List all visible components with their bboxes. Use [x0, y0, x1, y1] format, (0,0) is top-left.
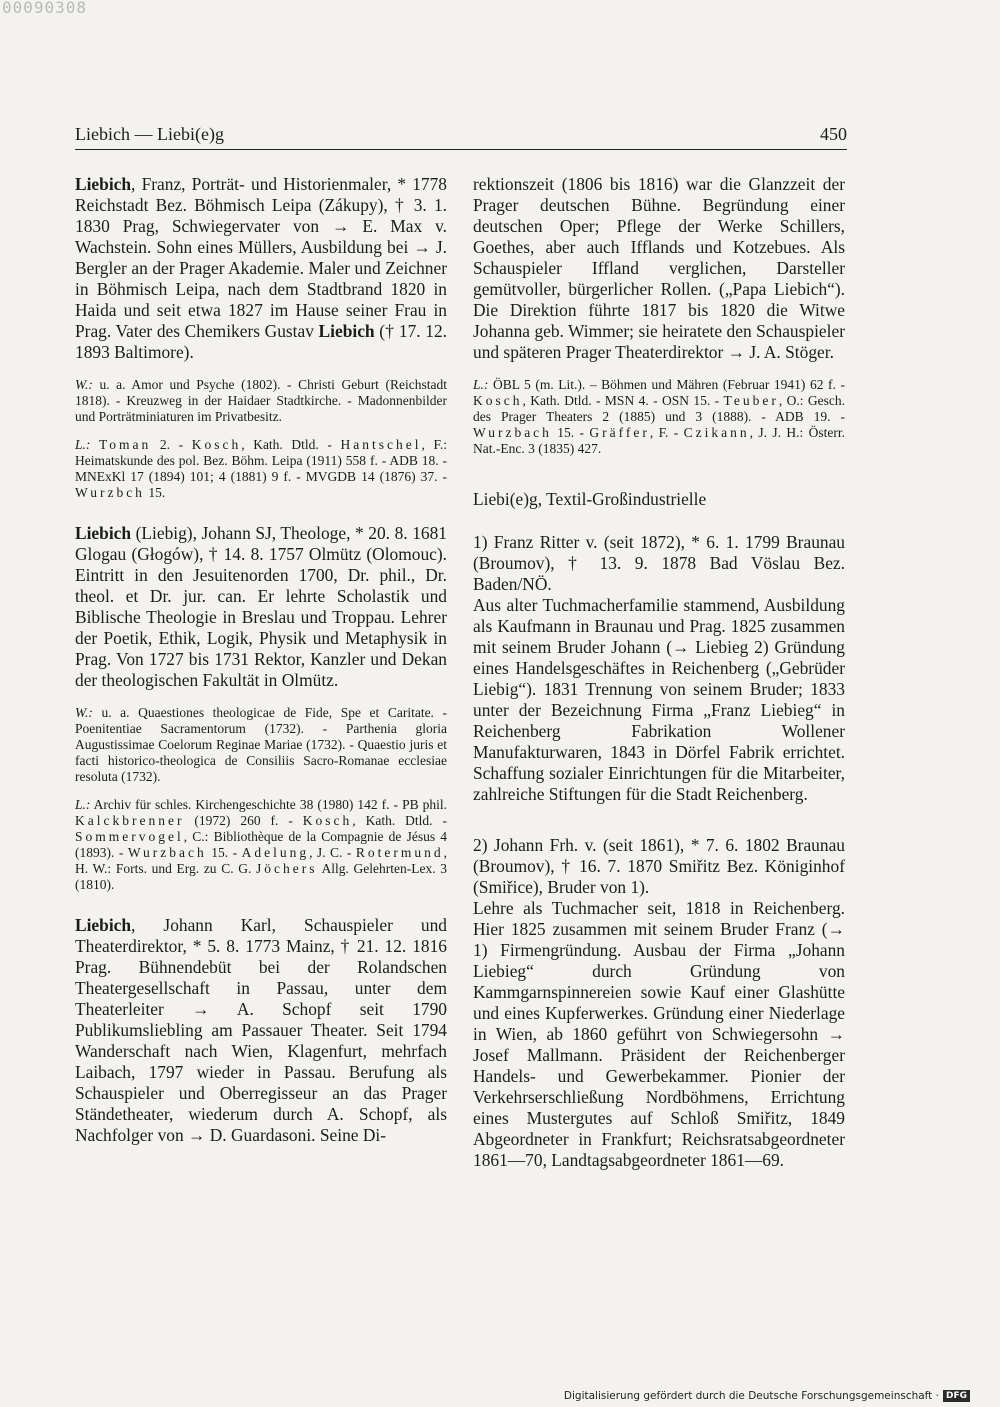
entry-body: , Johann Karl, Schauspieler und Theaterdirektor, * 5. 8. 1773 Mainz, † 21. 12. 1816 Prag. Bühnendebüt bei der Rolandschen Theatergesellschaft in Passau, unter dem Theaterleiter → A. Schopf seit 1790 Publikumsliebling am Passauer Theater. Seit 1794 Wanderschaft nach Wien, Klagenfurt, mehrfach Laibach, 1797 wieder in Passau. Berufung als Schauspieler und Oberregisseur an das Prager Ständetheater, wiederum durch A. Schopf, als Nachfolger von → D. Guardasoni. Seine Di- — [75, 915, 447, 1145]
lit-author: Wurzbch — [75, 485, 145, 500]
entry-liebich-johann-karl — [75, 915, 447, 1146]
entry-liebich-johann-sj — [75, 523, 447, 691]
lit-text: 2. - — [151, 437, 192, 452]
lit-author: Toman — [99, 437, 152, 452]
lit-author: Sommervogel — [75, 829, 184, 844]
lit-label: L.: — [75, 797, 91, 812]
lit-author: Kosch — [191, 437, 242, 452]
family-heading: Liebi(e)g, Textil-Großindustrielle — [473, 489, 707, 509]
footer-credit-text: Digitalisierung gefördert durch die Deutsche Forschungsgemeinschaft · — [563, 1390, 939, 1402]
works-note — [75, 705, 447, 785]
lit-text: (1972) 260 f. - — [184, 813, 303, 828]
footer-credit — [564, 1390, 970, 1402]
entry-headword: Liebich — [75, 915, 132, 935]
lit-text: 15. — [144, 485, 166, 500]
left-column — [75, 174, 447, 1146]
entry-body: , Franz, Porträt- und Historienmaler, * 1778 Reichstadt Bez. Böhmisch Leipa (Zákupy), † 3. 1. 1830 Prag, Schwiegervater von → E. Max v. Wachstein. Sohn eines Müllers, Ausbildung bei → J. Bergler an der Prager Akademie. Maler und Zeichner in Böhmisch Leipa, nach dem Stadtbrand 1820 in Haida und seit etwa 1827 im Hause seiner Frau in Prag. Vater des Chemikers Gustav — [75, 174, 447, 341]
lit-text — [90, 437, 99, 452]
page-id: 00090308 — [2, 0, 88, 17]
lit-label: L.: — [473, 377, 489, 392]
lit-text: , C.: Bibliothèque de la Compagnie de Jésus 4 (1893). - — [75, 829, 447, 860]
lit-author: Wurzbach — [127, 845, 207, 860]
entry-headword: Liebich — [75, 523, 132, 543]
lit-text: , Kath. Dtld. - MSN 4. - OSN 15. - — [522, 393, 724, 408]
lit-author: Kalckbrenner — [75, 813, 185, 828]
running-head: Liebich — Liebi(e)g — [75, 124, 224, 144]
right-column — [473, 174, 845, 1171]
entry-headword: Liebich — [75, 174, 132, 194]
entry-body: (Liebig), Johann SJ, Theologe, * 20. 8. 1681 Glogau (Głogów), † 14. 8. 1757 Olmütz (Olomouc). Eintritt in den Jesuitenorden 1700, Dr. phil., Dr. theol. et Dr. jur. can. Er lehrte Scholastik und Biblische Theologie in Breslau und Troppau. Lehrer der Poetik, Ethik, Logik, Physik und Metaphysik in Prag. Von 1727 bis 1731 Rektor, Kanzler und Dekan der theologischen Fakultät in Olmütz. — [75, 523, 447, 690]
literature-note — [75, 437, 447, 501]
lit-author: Czikann — [683, 425, 750, 440]
entry-body: rektionszeit (1806 bis 1816) war die Glanzzeit der Prager deutschen Bühne. Begründung einer deutschen Oper; Pflege der Werke Schillers, Goethes, aber auch Ifflands und Kotzebues. Als Schauspieler Iffland verglichen, Darsteller gemütvoller, bürgerlicher Rollen. („Papa Liebich“). Die Direktion führte 1817 bis 1820 die Witwe Johanna geb. Wimmer; sie heiratete den Schauspieler und späteren Prager Theaterdirektor → J. A. Stöger. — [473, 174, 845, 362]
lit-author: Kosch — [302, 813, 353, 828]
entry-body: Aus alter Tuchmacherfamilie stammend, Ausbildung als Kaufmann in Braunau und Prag. 1825 zusammen mit seinem Bruder Johann (→ Liebieg 2) Gründung eines Handelsgeschäftes in Reichenberg („Gebrüder Liebig“). 1831 Trennung von seinem Bruder; 1833 unter der Bezeichnung Firma „Franz Liebieg“ in Reichenberg Fabrikation Wollener Manufakturwaren, 1843 in Dörfel Fabrik errichtet. Schaffung sozialer Einrichtungen für die Mitarbeiter, zahlreiche Stiftungen für die Stadt Reichenberg. — [473, 595, 845, 804]
entry-body: Lehre als Tuchmacher seit, 1818 in Reichenberg. Hier 1825 zusammen mit seinem Bruder Franz (→ 1) Firmengründung. Ausbau der Firma „Johann Liebieg“ durch Gründung von Kammgarnspinnereien sowie Kauf einer Glashütte und eines Kupferwerkes. Gründung einer Niederlage in Wien, ab 1860 geführt von Schwiegersohn → Josef Mallmann. Präsident der Reichenberger Handels- und Gewerbekammer. Pionier der Verkehrserschließung Nordböhmens, Errichtung eines Mustergutes auf Schloß Smiřitz, 1849 Abgeordneter in Frankfurt; Reichsratsabgeordneter 1861—70, Landtagsabgeordneter 1861—69. — [473, 898, 845, 1170]
lit-author: Rotermund — [355, 845, 444, 860]
lit-author: Gräffer — [589, 425, 650, 440]
lit-author: Jöchers — [256, 861, 318, 876]
lit-text: , F. - — [649, 425, 684, 440]
lit-text: , O.: Gesch. des Prager Theaters 2 (1885) und 3 (1888). - ADB 19. - — [473, 393, 845, 424]
entry-liebieg-johann — [473, 835, 845, 1171]
works-label: W.: — [75, 705, 93, 720]
lit-text: , F.: Heimatskunde des pol. Bez. Böhm. Leipa (1911) 558 f. - ADB 18. - MNExKl 17 (1894) 101; 4 (1881) 9 f. - MVGDB 14 (1876) 37. - — [75, 437, 447, 484]
entry-body-2: († 17. 12. 1893 Baltimore). — [75, 321, 447, 362]
lit-text: Archiv für schles. Kirchengeschichte 38 (1980) 142 f. - PB phil. — [90, 797, 447, 812]
page-number: 450 — [820, 124, 847, 144]
lit-author: Kosch — [473, 393, 523, 408]
lit-text: , Kath. Dtld. - — [352, 813, 447, 828]
lit-text: ÖBL 5 (m. Lit.). – Böhmen und Mähren (Februar 1941) 62 f. - — [488, 377, 845, 392]
literature-note — [75, 797, 447, 893]
lit-author: Wurzbach — [473, 425, 552, 440]
works-note — [75, 377, 447, 425]
lit-label: L.: — [75, 437, 91, 452]
works-text: u. a. Amor und Psyche (1802). - Christi Geburt (Reichstadt 1818). - Kreuzweg in der Haidaer Stadtkirche. - Madonnenbilder und Porträtminiaturen im Privatbesitz. — [75, 377, 447, 424]
lit-author: Hantschel — [340, 437, 422, 452]
lit-author: Adelung — [241, 845, 310, 860]
lit-text: , J. C. - — [309, 845, 356, 860]
lit-text: , J. J. H.: Österr. Nat.-Enc. 3 (1835) 427. — [473, 425, 845, 456]
literature-note — [473, 377, 845, 457]
lit-author: Teuber — [723, 393, 779, 408]
entry-headword-2: Liebich — [318, 321, 375, 341]
lit-text: 15. - — [206, 845, 242, 860]
entry-liebich-johann-karl-continued — [473, 174, 845, 363]
entry-liebich-franz — [75, 174, 447, 363]
lit-text: , H. W.: Forts. und Erg. zu C. G. — [75, 845, 447, 876]
entry-liebieg-franz — [473, 532, 845, 805]
lit-text: 15. - — [551, 425, 590, 440]
entry-intro: 1) Franz Ritter v. (seit 1872), * 6. 1. 1799 Braunau (Broumov), † 13. 9. 1878 Bad Vöslau Bez. Baden/NÖ. — [473, 532, 845, 594]
header-rule — [75, 149, 847, 150]
lit-text: Allg. Gelehrten-Lex. 3 (1810). — [75, 861, 447, 892]
works-text: u. a. Quaestiones theologicae de Fide, Spe et Caritate. - Poenitentiae Sacramentorum (1732). - Parthenia gloria Augustissimae Coelorum Reginae Mariae (1732). - Quaestio juris et facti historico-theologica de Consiliis Sacro-Romanae ecclesiae resoluta (1732). — [75, 705, 447, 784]
entry-intro: 2) Johann Frh. v. (seit 1861), * 7. 6. 1802 Braunau (Broumov), † 16. 7. 1870 Smiřitz Bez. Königinhof (Smiřice), Bruder von 1). — [473, 835, 845, 897]
lit-text: , Kath. Dtld. - — [241, 437, 341, 452]
works-label: W.: — [75, 377, 93, 392]
dfg-logo: DFG — [943, 1390, 970, 1402]
